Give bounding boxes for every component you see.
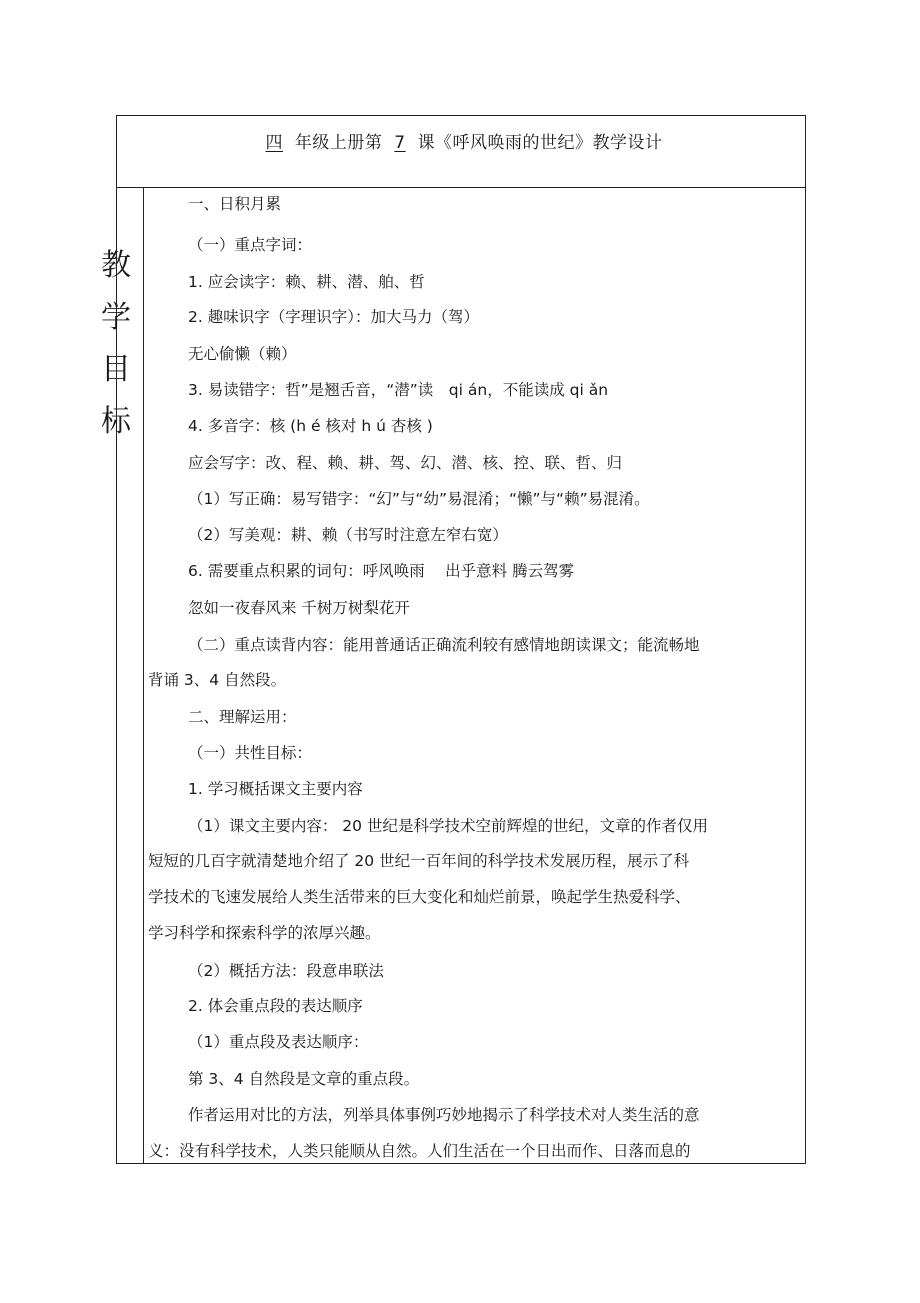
label-char: 标 <box>101 404 131 439</box>
page-title <box>117 128 805 153</box>
title-part1: 年级上册第 <box>294 133 383 153</box>
grade-value: 四 <box>265 133 283 153</box>
text-line: 短短的几百字就清楚地介绍了 20 世纪一百年间的科学技术发展历程，展示了科 <box>148 852 690 870</box>
label-char: 目 <box>101 352 131 387</box>
text-line: （1）写正确：易写错字：“幻”与“幼”易混淆；“懒”与“赖”易混淆。 <box>188 490 650 508</box>
heading-1: 一、日积月累 <box>188 195 282 213</box>
text-line: （1）课文主要内容： 20 世纪是科学技术空前辉煌的世纪，文章的作者仅用 <box>188 817 708 835</box>
text-line: 第 3、4 自然段是文章的重点段。 <box>188 1070 420 1088</box>
text-line: 1. 学习概括课文主要内容 <box>188 780 363 798</box>
heading-2: 二、理解运用： <box>188 708 297 726</box>
text-line: （二）重点读背内容：能用普通话正确流利较有感情地朗读课文；能流畅地 <box>188 636 700 654</box>
text-line: （2）概括方法：段意串联法 <box>188 962 384 980</box>
lesson-number: 7 <box>394 133 406 153</box>
text-line: 忽如一夜春风来 千树万树梨花开 <box>188 599 410 617</box>
text-line: 学习科学和探索科学的浓厚兴趣。 <box>148 924 381 942</box>
text-line: 4. 多音字：核 (h é 核对 h ú 杏核 ) <box>188 417 433 435</box>
label-char: 教 <box>101 248 131 283</box>
label-char: 学 <box>101 300 131 335</box>
text-line: 1. 应会读字：赖、耕、潜、舶、哲 <box>188 273 425 291</box>
subheading: （一）共性目标： <box>188 744 313 762</box>
text-line: 义：没有科学技术，人类只能顺从自然。人们生活在一个日出而作、日落而息的 <box>148 1142 691 1160</box>
title-part2: 课《呼风唤雨的世纪》教学设计 <box>417 133 663 153</box>
subheading: （一）重点字词： <box>188 236 313 254</box>
text-line: （1）重点段及表达顺序： <box>188 1033 369 1051</box>
title-row <box>117 116 805 188</box>
text-line: 作者运用对比的方法，列举具体事例巧妙地揭示了科学技术对人类生活的意 <box>188 1106 700 1124</box>
section-label <box>96 240 136 448</box>
text-line: 无心偷懒（赖） <box>188 345 297 363</box>
text-line: 应会写字：改、程、赖、耕、驾、幻、潜、核、控、联、哲、归 <box>188 454 623 472</box>
text-line: 2. 体会重点段的表达顺序 <box>188 997 363 1015</box>
text-line: 2. 趣味识字（字理识字）：加大马力（驾） <box>188 308 479 326</box>
text-line: 背诵 3、4 自然段。 <box>148 671 287 689</box>
text-line: 6. 需要重点积累的词句：呼风唤雨 出乎意料 腾云驾雾 <box>188 562 575 580</box>
text-line: 3. 易读错字：哲”是翘舌音，“潜”读 qi án，不能读成 qi ǎn <box>188 381 609 399</box>
text-line: 学技术的飞速发展给人类生活带来的巨大变化和灿烂前景，唤起学生热爱科学、 <box>148 888 691 906</box>
text-line: （2）写美观：耕、赖（书写时注意左窄右宽） <box>188 526 508 544</box>
